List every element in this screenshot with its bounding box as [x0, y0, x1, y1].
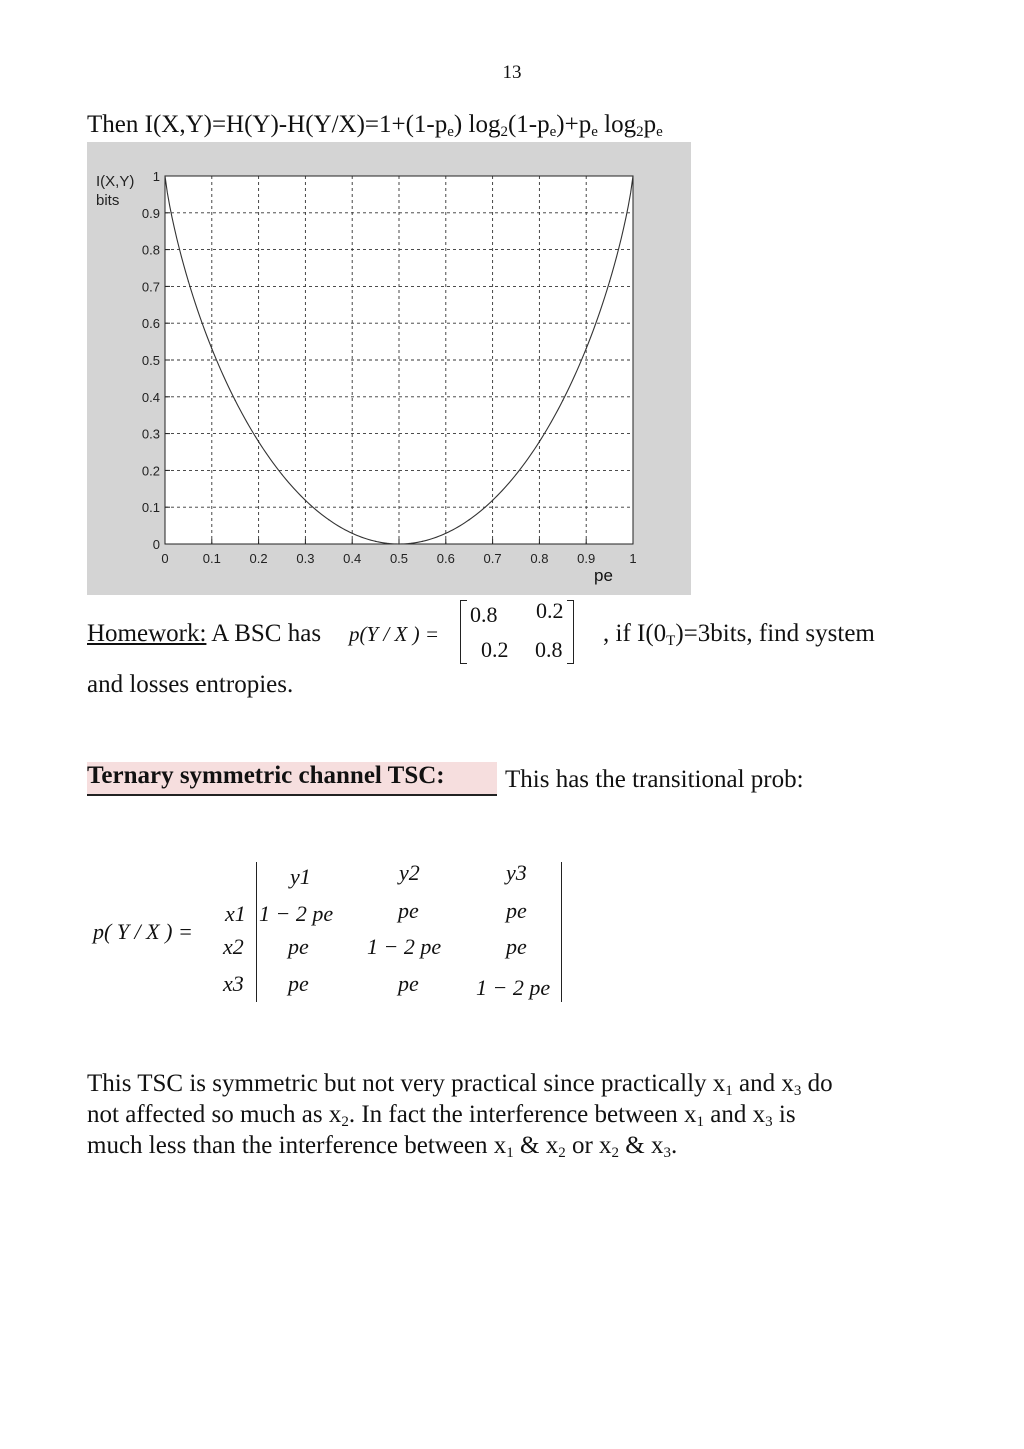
tsc-cell-1-2: pe — [398, 898, 419, 923]
tsc-row-label: x1 — [225, 901, 246, 926]
x-tick-label: 0.5 — [389, 551, 409, 566]
y-tick-label: 0.2 — [141, 463, 160, 479]
y-axis-label-line1: I(X,Y) — [96, 173, 135, 190]
series-point — [258, 441, 259, 442]
homework-line-2: and losses entropies. — [87, 671, 294, 698]
y-tick-label: 0 — [152, 537, 160, 552]
series-point — [632, 175, 633, 176]
chart-canvas — [87, 142, 691, 595]
mutual-information-chart — [87, 142, 691, 595]
series-point — [235, 400, 236, 401]
tsc-cell-2-3: pe — [506, 934, 527, 959]
bsc-matrix-lhs: p(Y / X ) = — [349, 622, 439, 646]
mutual-information-formula: Then $I(X,Y)=H(Y)-H(Y/X)=1+(1-p_e)$ $\log_2(1-p_e)+p_e$ $\log_2p_e$ — [87, 111, 663, 140]
series-point — [445, 533, 446, 534]
tsc-heading: Ternary symmetric channel TSC: — [87, 762, 497, 796]
homework-label: Homework: — [87, 620, 207, 647]
series-point — [328, 519, 329, 520]
series-point — [422, 541, 423, 542]
tsc-col-header: y2 — [399, 860, 420, 885]
x-tick-label: 1 — [629, 551, 637, 566]
x-tick-label: 0.7 — [483, 551, 502, 566]
series-point — [562, 400, 563, 401]
tsc-matrix-left-bar — [256, 862, 257, 1002]
tsc-col-header: y1 — [290, 864, 311, 889]
series-point — [586, 348, 587, 349]
series-point — [398, 543, 399, 544]
paragraph-line-2: not affected so much as $x_2$. In fact the interference between $x_1$ and $x_3$ is — [87, 1101, 796, 1130]
paragraph-line-1: This TSC is symmetric but not very practical since practically $x_1$ and $x_3$ do — [87, 1070, 833, 1099]
y-tick-label: 0.4 — [141, 389, 160, 405]
paragraph-line-3: much less than the interference between $x_1$ & $x_2$ or $x_2$ & $x_3$. — [87, 1132, 678, 1161]
tsc-matrix-lhs: p( Y / X ) = — [93, 919, 193, 944]
series-point — [375, 541, 376, 542]
y-tick-label: 0.5 — [141, 353, 160, 368]
tsc-col-header: y3 — [506, 860, 527, 885]
tsc-cell-1-3: pe — [506, 898, 527, 923]
tsc-explanation-paragraph — [87, 1068, 927, 1161]
x-tick-label: 0.9 — [577, 551, 596, 566]
tsc-cell-3-1: pe — [288, 971, 309, 996]
y-tick-label: 1 — [152, 169, 160, 184]
bsc-cell-2-2: 0.8 — [535, 637, 563, 662]
tsc-row-label: x3 — [223, 971, 244, 996]
x-tick-label: 0.3 — [296, 551, 315, 566]
y-tick-label: 0.6 — [141, 316, 160, 332]
page-number: 13 — [502, 62, 522, 83]
series-point — [609, 281, 610, 282]
bsc-cell-1-1: 0.8 — [470, 602, 498, 627]
homework-condition: , if $I(0_T)=3bits$, find system — [603, 620, 875, 649]
tsc-cell-3-3: 1 − 2 pe — [476, 975, 551, 1000]
series-point — [515, 474, 516, 475]
y-tick-label: 0.1 — [141, 500, 160, 516]
series-point — [305, 500, 306, 501]
tsc-row-label: x2 — [223, 934, 244, 959]
series-point — [211, 348, 212, 349]
y-tick-label: 0.8 — [141, 242, 160, 258]
homework-line — [87, 620, 321, 648]
y-tick-label: 0.7 — [141, 279, 160, 295]
series-point — [164, 175, 165, 176]
series-point — [539, 441, 540, 442]
tsc-cell-3-2: pe — [398, 971, 419, 996]
bsc-matrix-left-bracket — [460, 600, 467, 664]
series-point — [188, 281, 189, 282]
x-tick-label: 0.6 — [436, 551, 455, 566]
y-tick-label: 0.3 — [141, 426, 160, 442]
series-point — [281, 474, 282, 475]
tsc-cell-2-2: 1 − 2 pe — [367, 934, 442, 959]
tsc-matrix-right-bar — [561, 862, 562, 1002]
x-axis-label: pe — [594, 566, 613, 585]
bsc-cell-1-2: 0.2 — [536, 598, 564, 623]
series-point — [469, 519, 470, 520]
x-tick-label: 0.1 — [202, 551, 221, 566]
y-axis-label-line2: bits — [96, 192, 120, 209]
tsc-cell-1-1: 1 − 2 pe — [259, 901, 334, 926]
x-tick-label: 0.4 — [343, 551, 362, 566]
tsc-intro: This has the transitional prob: — [505, 766, 804, 793]
series-point — [352, 533, 353, 534]
homework-text: A BSC has — [211, 620, 322, 647]
x-tick-label: 0 — [161, 551, 169, 566]
bsc-cell-2-1: 0.2 — [481, 637, 509, 662]
bsc-matrix-right-bracket — [567, 600, 574, 664]
x-tick-label: 0.8 — [530, 551, 549, 566]
y-tick-label: 0.9 — [141, 205, 160, 221]
series-point — [492, 500, 493, 501]
x-tick-label: 0.2 — [249, 551, 268, 566]
tsc-cell-2-1: pe — [288, 934, 309, 959]
